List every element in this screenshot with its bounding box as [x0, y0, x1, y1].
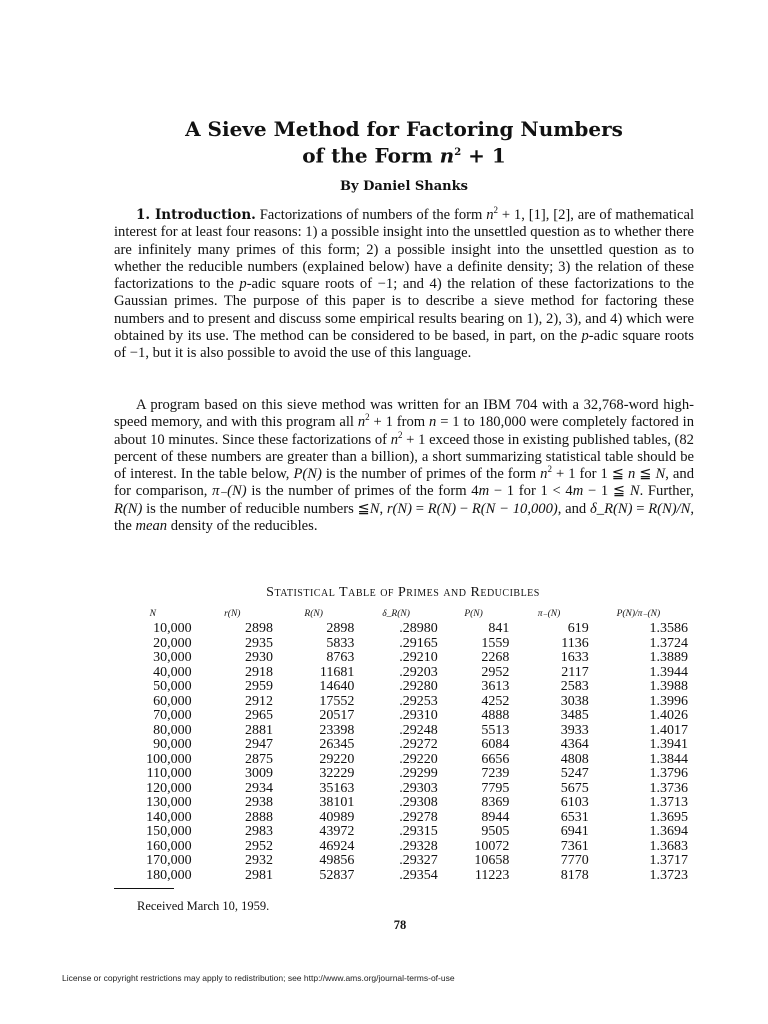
table-cell: .29310	[399, 708, 438, 723]
table-cell: 8944	[481, 809, 510, 825]
table-cell: 1.3713	[649, 795, 688, 810]
table-row	[114, 709, 702, 724]
page-number: 78	[393, 918, 407, 932]
table-cell: 8178	[560, 867, 589, 883]
table-cell: .29272	[399, 737, 438, 752]
intro-paragraph-1: 1. Introduction. Factorizations of numbers of the form $n^2 + 1$, [1], [2], are of mathematical interest for at least four reasons: 1) a possible insight into the unsettled question as to whether there are infinitely many primes of this form; 2) a possible insight into the unsettled question as to whether the reducible numbers (explained below) have a definite density; 3) the relation of these factorizations to the p-adic square roots of −1; and 4) the relation of these factorizations to the Gaussian primes. The purpose of this paper is to describe a sieve method for factoring these numbers and to present and discuss some empirical results bearing on 1), 2), 3), and 4) which were obtained by its use. The method can be considered to be based, in part, on the p-adic square roots of −1, but it is also possible to avoid the use of this language.	[114, 205, 695, 362]
table-cell: 7795	[481, 780, 510, 796]
table-cell: .29165	[399, 635, 438, 651]
table-row	[114, 651, 702, 666]
table-cell: 9505	[481, 824, 510, 839]
table-row	[114, 753, 702, 768]
table-row	[114, 738, 702, 753]
table-cell: 40989	[319, 809, 355, 825]
table-row	[114, 811, 702, 826]
table-cell: 2935	[244, 635, 273, 651]
table-cell: 35163	[319, 780, 355, 796]
column-header: P(N)/π₋(N)	[616, 609, 661, 619]
table-cell: 7239	[481, 766, 510, 781]
table-cell: 1633	[560, 650, 589, 665]
table-cell: 52837	[319, 867, 355, 883]
table-cell: 2268	[481, 650, 510, 665]
table-cell: .29203	[399, 664, 438, 680]
table-cell: .29308	[399, 795, 438, 810]
table-row	[114, 796, 702, 811]
table-cell: 1.3586	[649, 621, 688, 636]
table-cell: 32229	[319, 766, 355, 781]
table-cell: 46924	[319, 838, 355, 854]
table-row	[114, 840, 702, 855]
table-row	[114, 695, 702, 710]
table-cell: 5675	[560, 780, 589, 796]
table-row	[114, 825, 702, 840]
table-cell: 20517	[319, 708, 355, 723]
table-cell: 1.3724	[649, 635, 688, 651]
table-cell: .29248	[399, 722, 438, 738]
table-cell: 60,000	[153, 693, 192, 709]
title-line-2: of the Form $n^2 + 1$	[302, 143, 506, 168]
table-cell: 6084	[481, 737, 510, 752]
table-cell: 2875	[244, 751, 273, 767]
column-header: δ_R(N)	[382, 608, 410, 619]
table-row	[114, 680, 702, 695]
table-cell: 3485	[560, 708, 589, 723]
table-cell: 180,000	[146, 867, 192, 883]
table-body	[114, 622, 702, 883]
table-cell: 20,000	[153, 635, 192, 651]
table-cell: 40,000	[153, 664, 192, 680]
table-cell: 2952	[244, 838, 273, 854]
table-cell: 11223	[474, 867, 510, 883]
table-cell: 1.3944	[649, 664, 688, 680]
table-cell: 70,000	[153, 708, 192, 723]
table-cell: 2881	[244, 722, 273, 738]
table-cell: 160,000	[146, 838, 192, 854]
table-cell: 130,000	[146, 795, 192, 810]
table-cell: .29253	[399, 693, 438, 709]
table-cell: 29220	[319, 751, 355, 767]
column-header: N	[149, 608, 156, 619]
table-cell: 150,000	[146, 824, 192, 839]
table-cell: 90,000	[153, 737, 192, 752]
table-cell: 10,000	[153, 621, 192, 636]
statistics-table	[114, 605, 702, 883]
section-heading: 1. Introduction.	[136, 207, 256, 223]
table-header-row	[114, 605, 702, 622]
table-cell: 1559	[481, 635, 510, 651]
table-row	[114, 666, 702, 681]
table-cell: .29328	[399, 838, 438, 854]
table-cell: 3009	[244, 766, 273, 781]
table-cell: 2117	[561, 664, 589, 680]
table-cell: 2918	[244, 664, 273, 680]
table-cell: 110,000	[146, 766, 192, 781]
table-cell: 3933	[560, 722, 589, 738]
table-cell: 80,000	[153, 722, 192, 738]
table-cell: 1.4026	[649, 708, 688, 723]
table-cell: 5513	[481, 722, 510, 738]
table-cell: .29220	[399, 751, 438, 767]
intro-paragraph-2: A program based on this sieve method was written for an IBM 704 with a 32,768-word high-speed memory, and with this program all $n^2 + 1$ from n = 1 to 180,000 were completely factored in about 10 minutes. Since these factorizations of $n^2 + 1$ exceed those in existing published tables, (82 percent of these numbers are greater than a billion), a short summarizing statistical table should be of interest. In the table below, P(N) is the number of primes of the form $n^2 + 1$ for 1 ≦ n ≦ N, and for comparison, π₋(N) is the number of primes of the form 4m − 1 for 1 < 4m − 1 ≦ N. Further, R(N) is the number of reducible numbers ≦N, r(N) = R(N) − R(N − 10,000), and δ_R(N) = R(N)/N, the mean density of the reducibles.	[114, 397, 695, 535]
table-cell: 3038	[560, 693, 589, 709]
table-cell: 1.3796	[649, 766, 688, 781]
author-line: By Daniel Shanks	[340, 179, 468, 194]
table-cell: 1136	[561, 635, 589, 651]
table-cell: 841	[488, 621, 510, 636]
table-cell: 2930	[244, 650, 273, 665]
table-cell: 4364	[560, 737, 589, 752]
table-cell: 8369	[481, 795, 510, 810]
table-row	[114, 767, 702, 782]
table-cell: 140,000	[146, 809, 192, 825]
table-cell: 1.3695	[649, 809, 688, 825]
table-cell: 2912	[244, 693, 273, 709]
table-cell: .29327	[399, 853, 438, 868]
table-cell: 2888	[244, 809, 273, 825]
column-header: r(N)	[224, 608, 241, 619]
table-cell: 10658	[474, 853, 510, 868]
column-header: P(N)	[464, 608, 483, 619]
table-cell: 2932	[244, 853, 273, 868]
table-cell: 2965	[244, 708, 273, 723]
table-cell: .29280	[399, 679, 438, 694]
table-cell: 3613	[481, 679, 510, 694]
table-row	[114, 724, 702, 739]
table-cell: 50,000	[153, 679, 192, 694]
table-cell: 2934	[244, 780, 273, 796]
received-date: Received March 10, 1959.	[137, 899, 270, 913]
table-cell: 26345	[319, 737, 355, 752]
table-cell: 2583	[560, 679, 589, 694]
table-cell: 49856	[319, 853, 355, 868]
table-cell: 6656	[481, 751, 510, 767]
table-cell: .29299	[399, 766, 438, 781]
table-row	[114, 869, 702, 884]
table-cell: 2938	[244, 795, 273, 810]
table-cell: 11681	[319, 664, 355, 680]
table-title: Statistical Table of Primes and Reducibles	[266, 585, 540, 600]
column-header: π₋(N)	[537, 609, 561, 619]
table-cell: 2898	[326, 621, 355, 636]
table-cell: 43972	[319, 824, 355, 839]
table-cell: 1.3996	[649, 693, 688, 709]
table-cell: 2898	[244, 621, 273, 636]
footnote-rule	[114, 888, 174, 889]
table-cell: 38101	[319, 795, 355, 810]
table-row	[114, 622, 702, 637]
table-cell: 6531	[560, 809, 589, 825]
table-cell: 23398	[319, 722, 355, 738]
table-cell: 1.4017	[649, 722, 688, 738]
table-cell: 2959	[244, 679, 273, 694]
column-header: R(N)	[304, 608, 323, 619]
table-cell: .29354	[399, 867, 438, 883]
table-cell: 1.3736	[649, 780, 688, 796]
table-cell: .29210	[399, 650, 438, 665]
table-cell: 7361	[560, 838, 589, 854]
table-cell: 1.3889	[649, 650, 688, 665]
table-cell: 1.3844	[649, 751, 688, 767]
license-notice: License or copyright restrictions may apply to redistribution; see http://www.ams.org/journal-terms-of-use	[62, 973, 455, 983]
table-row	[114, 782, 702, 797]
title-line-1: A Sieve Method for Factoring Numbers	[185, 117, 623, 141]
table-cell: 1.3723	[649, 867, 688, 883]
table-cell: 1.3941	[649, 737, 688, 752]
table-cell: 619	[567, 621, 589, 636]
table-cell: 100,000	[146, 751, 192, 767]
table-cell: 1.3717	[649, 853, 688, 868]
paper-title	[0, 118, 768, 168]
table-cell: 4888	[481, 708, 510, 723]
table-cell: 2952	[481, 664, 510, 680]
table-cell: 1.3694	[649, 824, 688, 839]
table-cell: 8763	[326, 650, 355, 665]
table-cell: .29303	[399, 780, 438, 796]
table-cell: 2981	[244, 867, 273, 883]
table-cell: 4808	[560, 751, 589, 767]
table-cell: 5833	[326, 635, 355, 651]
table-cell: 120,000	[146, 780, 192, 796]
table-cell: 14640	[319, 679, 355, 694]
table-row	[114, 637, 702, 652]
table-cell: 5247	[560, 766, 589, 781]
table-cell: .28980	[399, 621, 438, 636]
table-cell: 1.3683	[649, 838, 688, 854]
table-cell: 10072	[474, 838, 510, 854]
table-cell: 30,000	[153, 650, 192, 665]
table-cell: 4252	[481, 693, 510, 709]
table-cell: .29278	[399, 809, 438, 825]
table-cell: 17552	[319, 693, 355, 709]
table-cell: 1.3988	[649, 679, 688, 694]
table-row	[114, 854, 702, 869]
table-cell: 7770	[560, 853, 589, 868]
table-cell: .29315	[399, 824, 438, 839]
table-cell: 2947	[244, 737, 273, 752]
table-cell: 6941	[560, 824, 589, 839]
table-cell: 2983	[244, 824, 273, 839]
table-cell: 170,000	[146, 853, 192, 868]
table-cell: 6103	[560, 795, 589, 810]
